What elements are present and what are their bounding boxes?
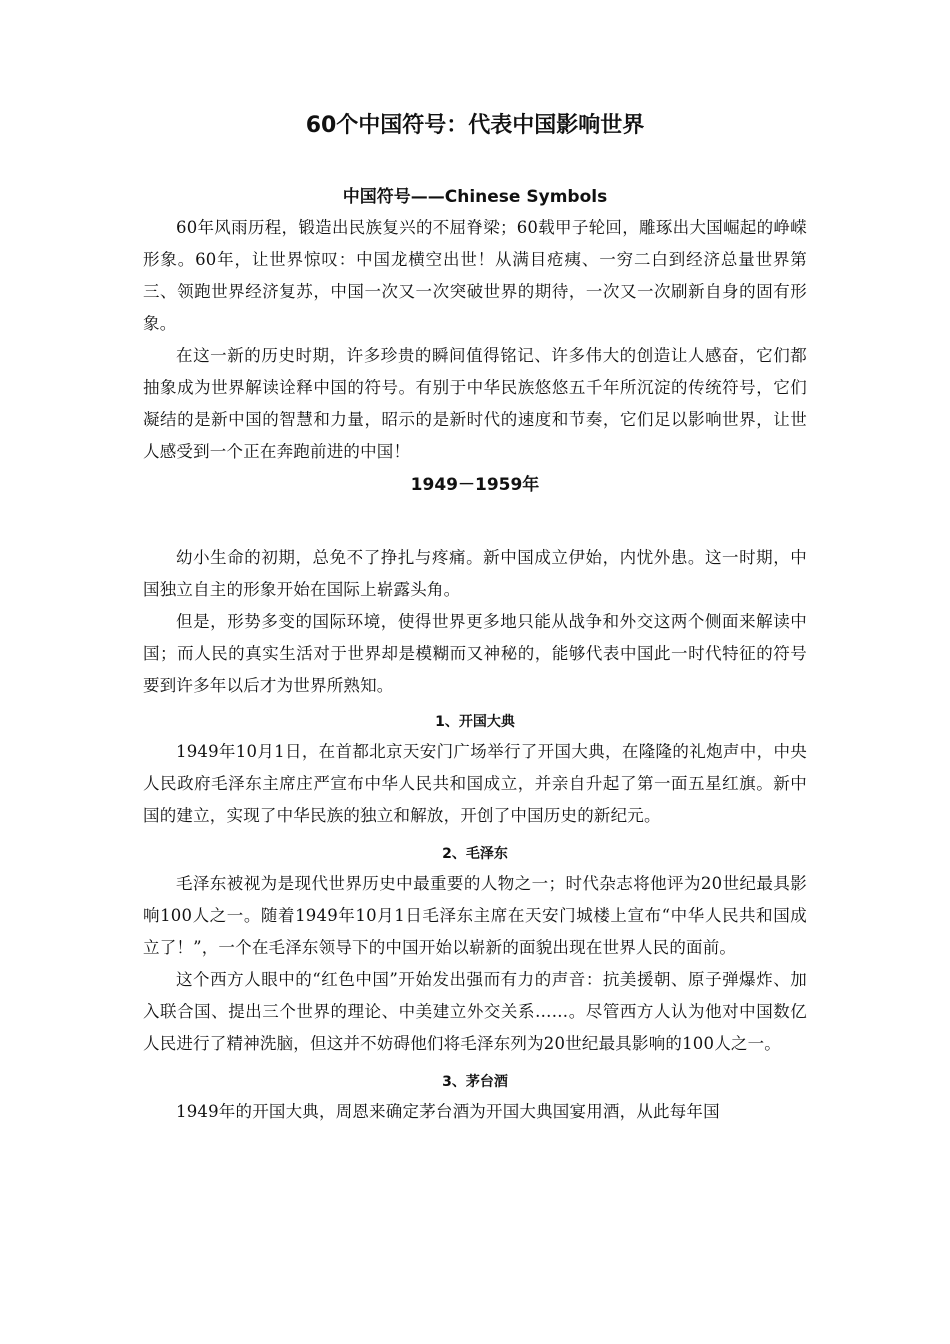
item-heading-maotai: 3、茅台酒 (442, 1074, 508, 1090)
item-paragraph: 毛泽东被视为是现代世界历史中最重要的人物之一；时代杂志将他评为20世纪最具影响100人之一。随着1949年10月1日毛泽东主席在天安门城楼上宣布“中华人民共和国成立了！”，一个在毛泽东领导下的中国开始以崭新的面貌出现在世界人民的面前。 (143, 874, 807, 957)
item-paragraph: 1949年的开国大典，周恩来确定茅台酒为开国大典国宴用酒，从此每年国 (176, 1102, 720, 1121)
item-heading-mao-zedong: 2、毛泽东 (442, 846, 508, 862)
item-paragraph: 这个西方人眼中的“红色中国”开始发出强而有力的声音：抗美援朝、原子弹爆炸、加入联合国、提出三个世界的理论、中美建立外交关系……。尽管西方人认为他对中国数亿人民进行了精神洗脑，但这并不妨碍他们将毛泽东列为20世纪最具影响的100人之一。 (143, 970, 807, 1053)
item-heading-founding-ceremony: 1、开国大典 (435, 714, 515, 730)
document-title: 60个中国符号：代表中国影响世界 (305, 113, 645, 138)
document-page (143, 106, 807, 1128)
era-paragraph: 幼小生命的初期，总免不了挣扎与疼痛。新中国成立伊始，内忧外患。这一时期，中国独立自主的形象开始在国际上崭露头角。 (143, 548, 807, 599)
intro-heading: 中国符号——Chinese Symbols (342, 187, 608, 207)
era-heading: 1949－1959年 (410, 475, 540, 495)
intro-paragraph: 60年风雨历程，锻造出民族复兴的不屈脊梁；60载甲子轮回，雕琢出大国崛起的峥嵘形象。60年，让世界惊叹：中国龙横空出世！从满目疮痍、一穷二白到经济总量世界第三、领跑世界经济复苏，中国一次又一次突破世界的期待，一次又一次刷新自身的固有形象。 (143, 218, 807, 333)
item-paragraph: 1949年10月1日，在首都北京天安门广场举行了开国大典，在隆隆的礼炮声中，中央人民政府毛泽东主席庄严宣布中华人民共和国成立，并亲自升起了第一面五星红旗。新中国的建立，实现了中华民族的独立和解放，开创了中国历史的新纪元。 (143, 742, 807, 825)
era-paragraph: 但是，形势多变的国际环境，使得世界更多地只能从战争和外交这两个侧面来解读中国；而人民的真实生活对于世界却是模糊而又神秘的，能够代表中国此一时代特征的符号要到许多年以后才为世界所熟知。 (143, 612, 807, 695)
intro-paragraph: 在这一新的历史时期，许多珍贵的瞬间值得铭记、许多伟大的创造让人感奋，它们都抽象成为世界解读诠释中国的符号。有别于中华民族悠悠五千年所沉淀的传统符号，它们凝结的是新中国的智慧和力量，昭示的是新时代的速度和节奏，它们足以影响世界，让世人感受到一个正在奔跑前进的中国！ (143, 346, 807, 461)
